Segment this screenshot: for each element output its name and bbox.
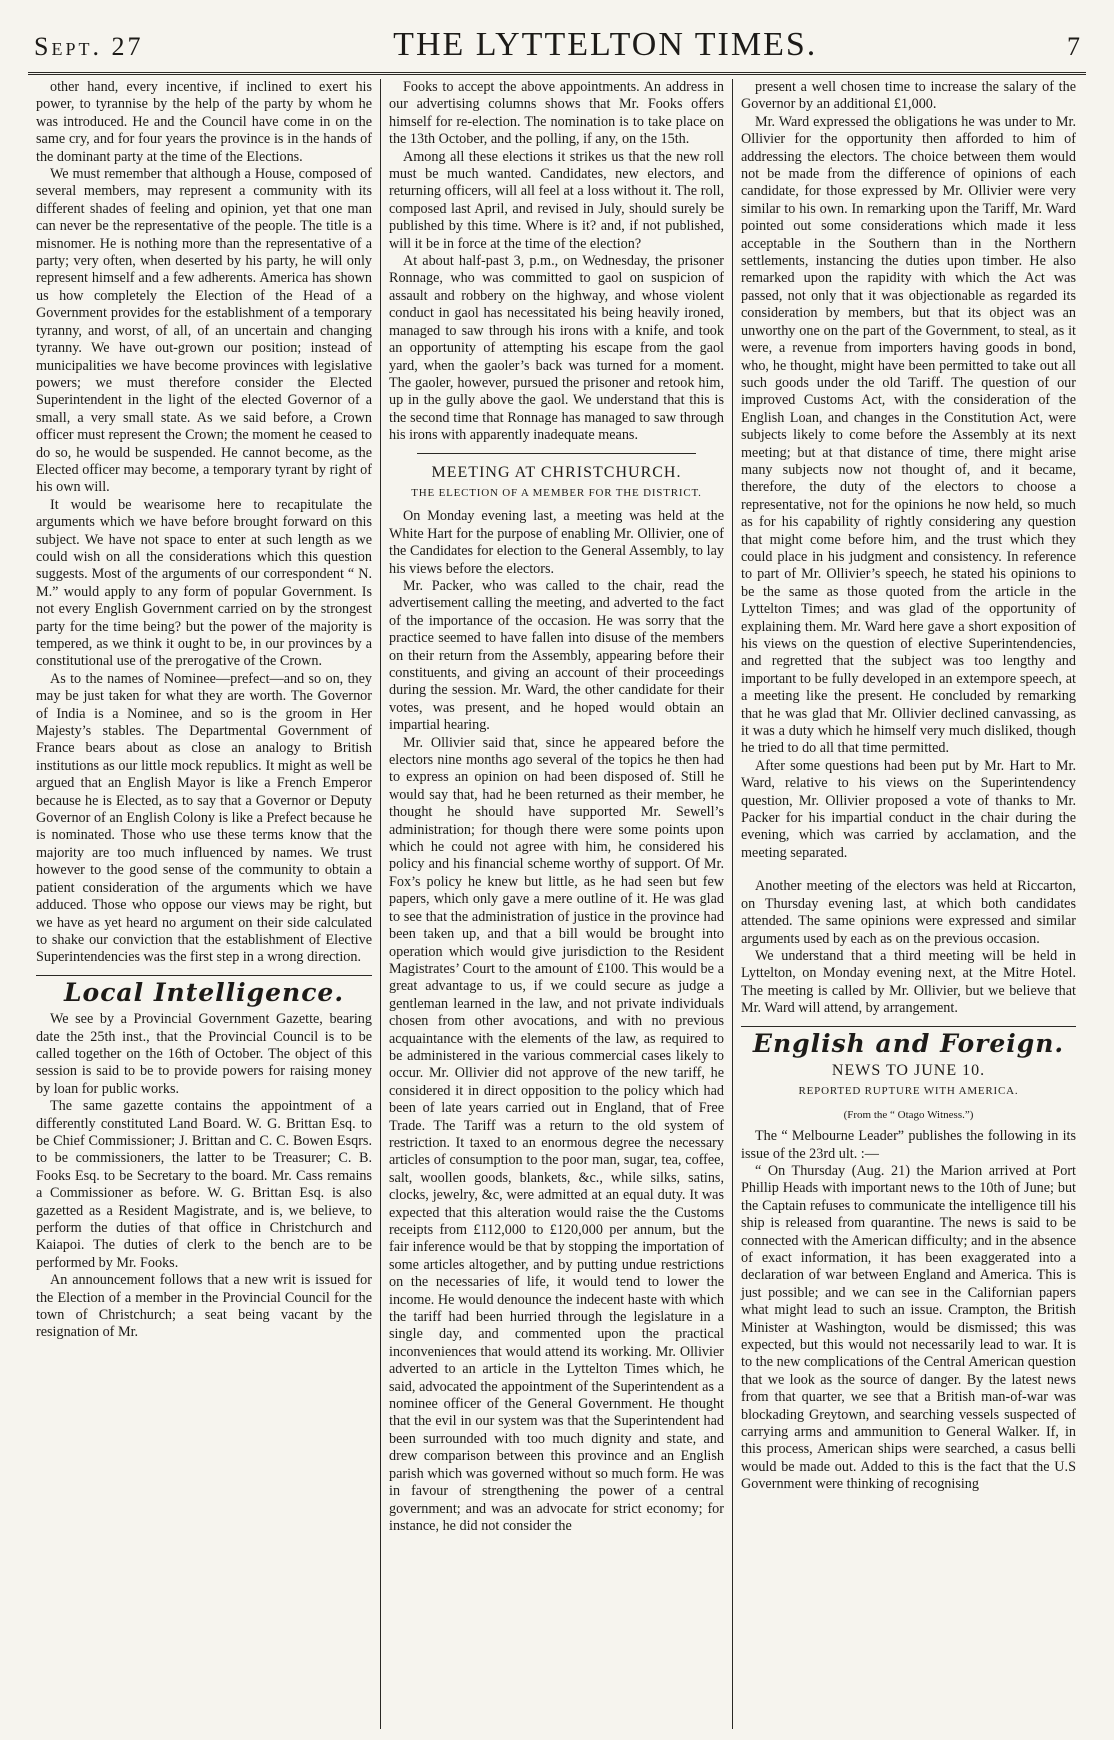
paragraph: present a well chosen time to increase the salary of the Governor by an additional £1,000. [741,79,1076,113]
paragraph: As to the names of Nominee—prefect—and so on, they may be just taken for what they are worth. The Governor of India is a Nominee, and so is the groom in Her Majesty’s stables. The Departmental Government of France bears about as close an analogy to British institutions as our little mock republics. It might as well be argued that an English Mayor is like a French Emperor because he is Elected, as to say that a Governor or Deputy Governor of an English Colony is like a Prefect because he is nominated. Those who use these terms know that the majority are too much influenced by names. We trust however to the good sense of the community to obtain a patient consideration of the arguments which we have adduced. Those who oppose our views may be right, but we have as yet heard no argument on their side calculated to shake our conviction that the establishment of Elective Superintendencies was the first step in a wrong direction. [36,670,372,966]
subheadline-rupture: REPORTED RUPTURE WITH AMERICA. [798,1085,1019,1098]
masthead [28,26,1086,75]
subheadline-election: THE ELECTION OF A MEMBER FOR THE DISTRICT. [411,486,702,499]
article-columns [28,79,1086,1729]
headline-meeting: MEETING AT CHRISTCHURCH. [431,463,682,481]
column-2 [380,79,732,1729]
paragraph: On Monday evening last, a meeting was held at the White Hart for the purpose of enabling Mr. Ollivier, one of the Candidates for election to the General Assembly, to lay his views before the electors. [389,508,724,577]
page-number: 7 [1067,32,1080,61]
paragraph: We understand that a third meeting will be held in Lyttelton, on Monday evening next, at the Mitre Hotel. The meeting is called by Mr. Ollivier, but we believe that Mr. Ward will attend, by arrangement. [741,947,1076,1017]
section-divider [741,1026,1076,1027]
section-title-local-intelligence: Local Intelligence. [63,977,345,1007]
paragraph: other hand, every incentive, if inclined to exert his power, to tyrannise by the help of the party by whom he was introduced. He and the Council have come in on the same cry, and for four years the province is in the hands of the dominant party at the time of the Elections. [36,79,372,165]
paragraph: After some questions had been put by Mr. Hart to Mr. Ward, relative to his views on the Superintendency question, Mr. Ollivier proposed a vote of thanks to Mr. Packer for his impartial conduct in the chair during the evening, which was carried by acclamation, and the meeting separated. [741,757,1076,861]
paragraph: Among all these elections it strikes us that the new roll must be much wanted. Candidates, new electors, and returning officers, will all feel at a loss without it. The roll, composed last April, and revised in July, should surely be published by this time. Where is it? and, if not published, will it be in force at the time of the election? [389,148,724,252]
paragraph: Another meeting of the electors was held at Riccarton, on Thursday evening last, at which both candidates attended. The same opinions were expressed and similar arguments used by each as on the previous occasion. [741,878,1076,947]
column-3 [732,79,1084,1729]
spacer [741,862,1076,878]
paragraph: It would be wearisome here to recapitulate the arguments which we have before brought forward on this subject. We have not space to enter at such length as we could wish on all the considerations which this question suggests. Most of the arguments of our correspondent “ N. M.” would apply to any form of popular Government. Is not every English Government carried on by the strongest party for the time being? but the power of the majority is tempered, as we think it ought to be, in our provinces by a constitutional use of the prerogative of the Crown. [36,496,372,670]
column-1 [28,79,380,1729]
paragraph: “ On Thursday (Aug. 21) the Marion arrived at Port Phillip Heads with important news to the 10th of June; but the Captain refuses to communicate the intelligence till his ship is released from quarantine. The news is said to be connected with the American difficulty; and in the absence of exact information, it has been exaggerated into a declaration of war between England and America. This is just possible; and we can see in the Californian papers what might lead to such an issue. Crampton, the British Minister at Washington, would be dismissed; this was expected, but this would not necessarily lead to war. It is to the new complications of the Central American question that we look as the source of danger. By the latest news from that quarter, we see that a British man-of-war was blockading Greytown, and searching vessels suspected of carrying arms and ammunition to General Walker. If, in this process, American ships were searched, a casus belli would be made out. Added to this is the fact that the U.S Government were thinking of recognising [741,1162,1076,1493]
source-credit: (From the “ Otago Witness.”) [843,1108,974,1121]
paragraph: Mr. Ward expressed the obligations he was under to Mr. Ollivier for the opportunity then afforded to him of addressing the electors. The choice between them would not be made from the difference of opinions of each candidate, for those expressed by Mr. Ollivier were very similar to his own. In remarking upon the Tariff, Mr. Ward pointed out some considerations which made it less acceptable in the Southern than in the Northern settlements, instancing the duties upon timber. He also remarked upon the rapidity with which the Act was passed, not only that it was objectionable as regarded its consideration by members, but that its object was an unworthy one on the part of the Government, to steal, as it were, a revenue from importers having goods in bond, who, he thought, might have been permitted to take out all such goods under the old Tariff. The question of our improved Customs Act, with the consideration of the English Loan, and changes in the Constitution Act, were subjects likely to come before the Assembly at its next meeting; but at that distance of time, there might arise many subjects now not thought of, and it became, therefore, the duty of the electors to choose a representative, not for the opinions he now held, so much as for his capability of rightly considering any question that might come before him, and the trust which they could place in his judgment and consistency. In reference to part of Mr. Ollivier’s speech, he stated his opinions to be the same as those quoted from the article in the Lyttelton Times; and was glad of the opportunity of explaining them. Mr. Ward here gave a short exposition of his views on the question of elective Superintendencies, and regretted that the subject was too lengthy and important to be fully developed in an extempore speech, at a meeting like the present. He concluded by remarking that he was glad that Mr. Ollivier declined canvassing, as it was a duty which he himself very much disliked, though he tried to do all that time permitted. [741,113,1076,757]
paragraph: Mr. Packer, who was called to the chair, read the advertisement calling the meeting, and adverted to the fact of the importance of the occasion. He was sorry that the practice seemed to have fallen into disuse of the members on their return from the Assembly, appearing before their constituents, and giving an account of their proceedings during the session. Mr. Ward, the other candidate for their votes, was present, and he hoped would obtain an impartial hearing. [389,577,724,734]
issue-date: Sept. 27 [34,32,144,61]
paragraph: We see by a Provincial Government Gazette, bearing date the 25th inst., that the Provincial Council is to be called together on the 16th of October. The object of this session is said to be to provide powers for raising money by loan for public works. [36,1011,372,1097]
paragraph: We must remember that although a House, composed of several members, may represent a community with its different shades of feeling and opinion, yet that one man can never be the representative of the people. The title is a misnomer. He is nothing more than the representative of a party; very often, when deserted by his party, he will only represent himself and a few adherents. America has shown us how completely the Election of the Head of a Government provides for the establishment of a temporary tyranny, and worst, of all, of an uncertain and changing tyranny. We have out-grown our position; instead of municipalities we have become provinces with legislative powers; we must therefore consider the Elected Superintendent in the light of the elected Governor of a small, a very small state. As we said before, a Crown officer must represent the Crown; the moment he ceased to do so, he would be suspended. He cannot become, as the Elected officer may become, a temporary tyrant by right of his own will. [36,166,372,496]
paragraph: Mr. Ollivier said that, since he appeared before the electors nine months ago several of the topics he then had to express an opinion on had been disposed of. Still he would say that, had he been returned as their member, he thought he should have supported Mr. Sewell’s administration; for though there were some points upon which he could not agree with him, he considered his policy and his financial scheme worthy of support. Of Mr. Fox’s policy he knew but little, as he had seen but few papers, which only gave a mere outline of it. He was glad to see that the administration of justice in the province had been taken up, and that a bill would be brought into operation which would give jurisdiction to the Resident Magistrates’ Court to the amount of £100. This would be a great advantage to us, if we could secure as judge a gentleman learned in the law, and not private individuals chosen from other avocations, and with no previous acquaintance with the elements of the law, as required to be administered in the various commercial cases likely to occur. Mr. Ollivier did not approve of the new tariff, he considered it in direct opposition to the policy which had been of late years carried out in England, that of Free Trade. The Tariff was a return to the old system of restriction. It taxed to an enormous degree the necessary articles of consumption to the poor man, sugar, tea, coffee, salt, woollen goods, blankets, &c., while silks, satins, clocks, jewelry, &c, were admitted at an equal duty. It was expected that this alteration would raise the the Customs receipts from £112,000 to £120,000 per annum, but the fair inference would be that by stopping the importation of some articles altogether, and by putting undue restrictions on the necessaries of life, it would tend to lower the income. He would denounce the indecent haste with which the tariff had been hurried through the legislature in a single day, and commented upon the practical inconveniences that would attend its working. Mr. Ollivier adverted to an article in the Lyttelton Times which, he said, advocated the appointment of the Superintendent as a nominee officer of the General Government. He thought that the evil in our system was that the Superintendent had been surrounded with too much dignity and state, and drew comparison between this province and an English parish which was governed without so much form. He was in favour of strengthening the power of a central government; and was an advocate for strict economy; for instance, he did not consider the [389,734,724,1534]
section-title-english-foreign: English and Foreign. [752,1028,1065,1058]
newspaper-title: THE LYTTELTON TIMES. [393,26,818,63]
section-divider [36,975,372,976]
paragraph: Fooks to accept the above appointments. An address in our advertising columns shows that Mr. Fooks offers himself for re-election. The nomination is to take place on the 13th October, and the polling, if any, on the 15th. [389,79,724,148]
paragraph: The “ Melbourne Leader” publishes the following in its issue of the 23rd ult. :— [741,1128,1076,1162]
headline-news: NEWS TO JUNE 10. [831,1061,986,1079]
article-divider [417,453,696,454]
paragraph: At about half-past 3, p.m., on Wednesday, the prisoner Ronnage, who was committed to gaol on suspicion of assault and robbery on the highway, and whose violent conduct in gaol has necessitated his being heavily ironed, managed to saw through his irons with a knife, and took an opportunity of attempting his escape from the gaol yard, when the gaoler’s back was turned for a moment. The gaoler, however, pursued the prisoner and retook him, up in the gully above the gaol. We understand that this is the second time that Ronnage has managed to saw through his irons with apparently inadequate means. [389,253,724,444]
paragraph: An announcement follows that a new writ is issued for the Election of a member in the Provincial Council for the town of Christchurch; a seat being vacant by the resignation of Mr. [36,1272,372,1341]
paragraph: The same gazette contains the appointment of a differently constituted Land Board. W. G. Brittan Esq. to be Chief Commissioner; J. Brittan and C. C. Bowen Esqrs. to be commissioners, the latter to be Treasurer; C. B. Fooks Esq. to be Secretary to the board. Mr. Cass remains a Commissioner as before. W. G. Brittan Esq. is also gazetted as a Resident Magistrate, and is, we believe, to perform the duties of that office in Christchurch and Kaiapoi. The duties of clerk to the bench are to be performed by Mr. Fooks. [36,1098,372,1271]
